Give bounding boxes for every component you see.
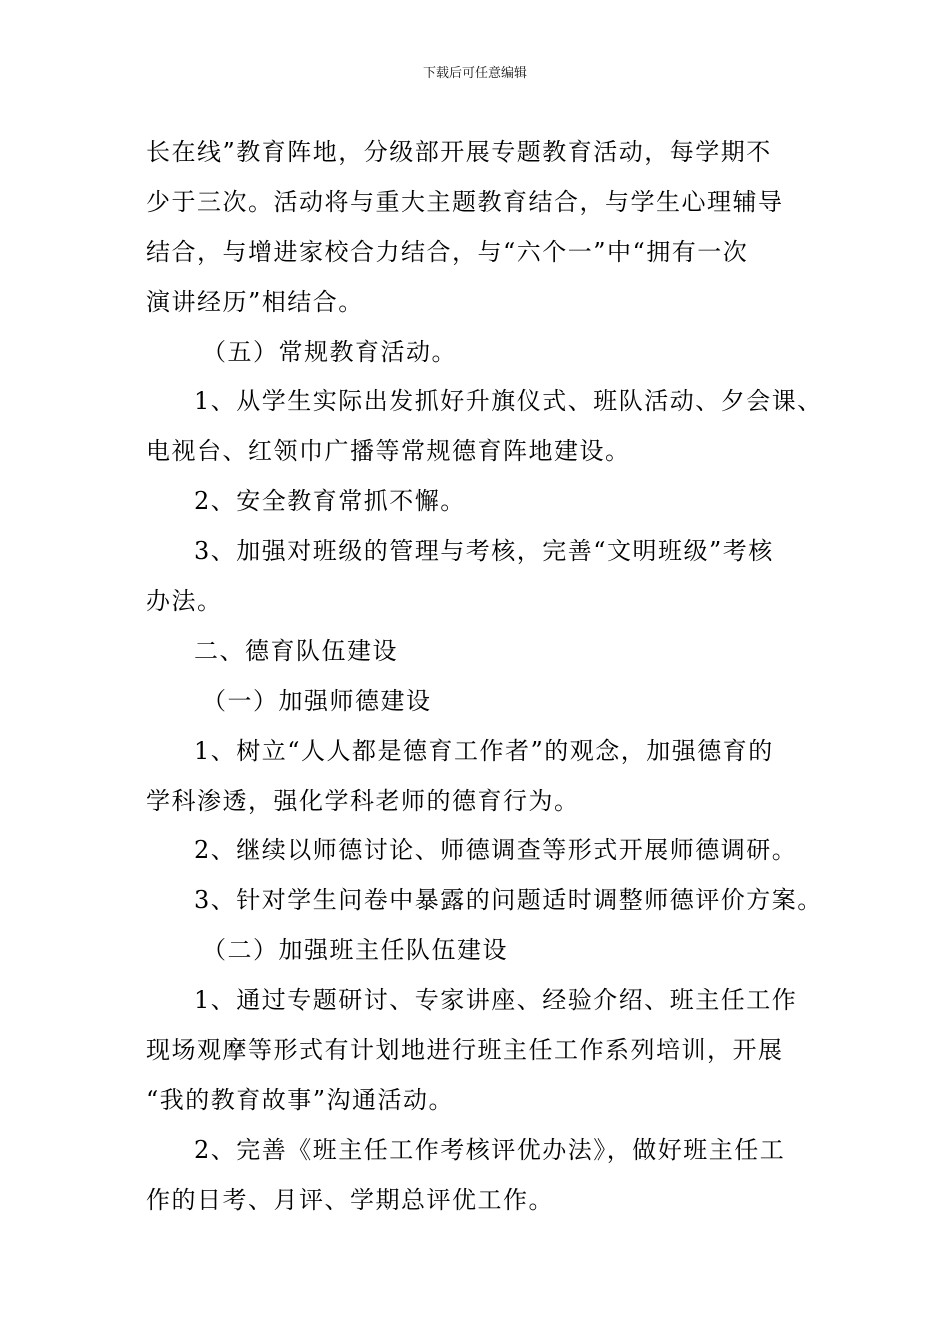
text-line: 结合，与增进家校合力结合，与“六个一”中“拥有一次 (146, 237, 749, 266)
text-line: 现场观摩等形式有计划地进行班主任工作系列培训，开展 (146, 1036, 784, 1065)
list-item: 2、完善《班主任工作考核评优办法》，做好班主任工 (194, 1135, 786, 1164)
list-item: 3、加强对班级的管理与考核，完善“文明班级”考核 (194, 537, 774, 566)
document-body (146, 128, 823, 1226)
section-heading: （一）加强师德建设 (202, 686, 432, 715)
list-item: 2、继续以师德讨论、师德调查等形式开展师德调研。 (194, 836, 798, 865)
list-item: 2、安全教育常抓不懈。 (194, 487, 466, 516)
list-item: 1、树立“人人都是德育工作者”的观念，加强德育的 (194, 736, 774, 765)
page-header-note: 下载后可任意编辑 (422, 66, 527, 81)
text-line: 演讲经历”相结合。 (146, 287, 364, 316)
list-item: 1、通过专题研讨、专家讲座、经验介绍、班主任工作 (194, 986, 798, 1015)
text-line: 少于三次。活动将与重大主题教育结合，与学生心理辅导 (146, 187, 784, 216)
chapter-heading: 二、德育队伍建设 (194, 636, 398, 665)
text-line: 作的日考、月评、学期总评优工作。 (146, 1185, 554, 1214)
text-line: “我的教育故事”沟通活动。 (146, 1085, 455, 1114)
section-heading: （五）常规教育活动。 (202, 337, 457, 366)
section-heading: （二）加强班主任队伍建设 (202, 936, 508, 965)
list-item: 3、针对学生问卷中暴露的问题适时调整师德评价方案。 (194, 886, 823, 915)
text-line: 学科渗透，强化学科老师的德育行为。 (146, 786, 580, 815)
text-line: 长在线”教育阵地，分级部开展专题教育活动，每学期不 (146, 138, 772, 166)
text-line: 办法。 (146, 587, 223, 616)
text-line: 电视台、红领巾广播等常规德育阵地建设。 (146, 437, 631, 466)
list-item: 1、从学生实际出发抓好升旗仪式、班队活动、夕会课、 (194, 387, 823, 416)
